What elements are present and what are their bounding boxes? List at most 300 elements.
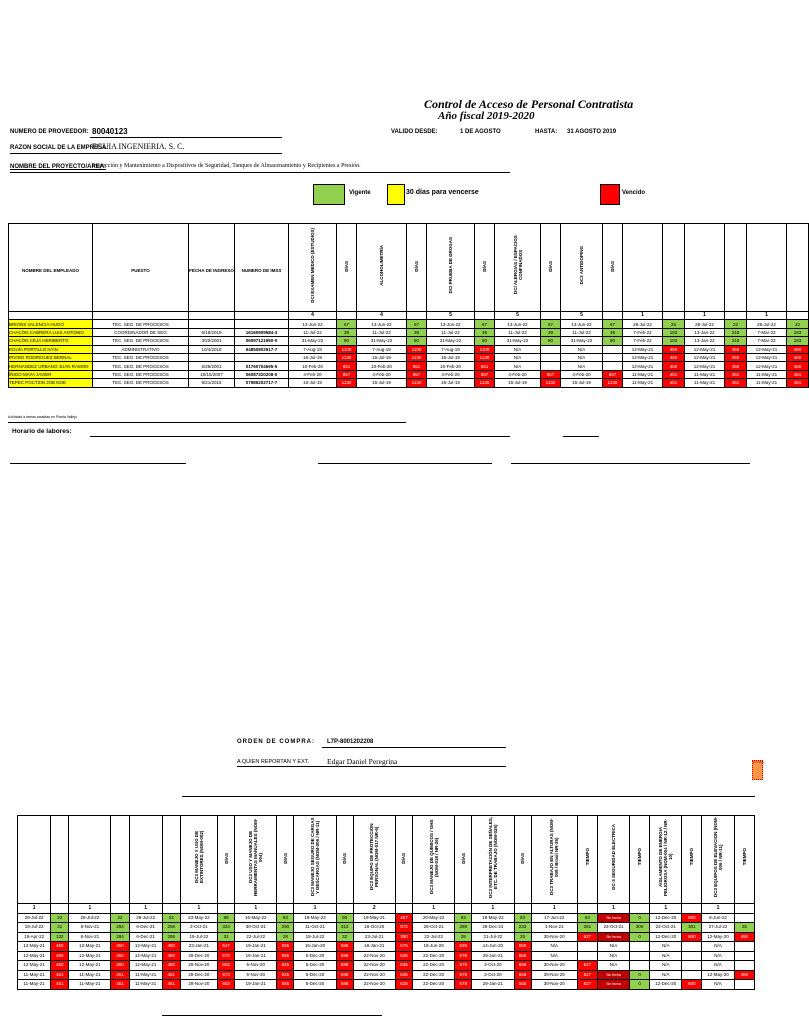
table-cell: 550: [514, 942, 531, 952]
table-cell: 11-May-21: [685, 370, 725, 378]
table-cell: [734, 913, 754, 923]
header-label: TIEMPO: [584, 848, 590, 866]
table-cell: 11-May-21: [747, 370, 787, 378]
table-cell: 451: [111, 970, 129, 980]
count-cell: [577, 904, 597, 914]
table-cell: 450: [111, 942, 129, 952]
table-cell: 450: [162, 951, 180, 961]
table-cell: 28-Nov-20: [180, 961, 217, 971]
table-cell: TEC. SEG. DE PROCESOS: [93, 353, 189, 361]
table-row: [9, 345, 809, 353]
table-cell: 28-Jul-22: [129, 913, 162, 923]
table-cell: 39: [337, 328, 357, 336]
table-cell: 450: [734, 970, 754, 980]
count-cell: [407, 312, 427, 320]
table-cell: 1-Nov-21: [531, 923, 577, 933]
table-cell: 19-Jan-21: [235, 980, 277, 990]
table-cell: 451: [51, 980, 69, 990]
table-cell: 576: [395, 942, 412, 952]
table-cell: [734, 961, 754, 971]
header-label: DÍAS: [482, 260, 487, 272]
table-cell: 12-May-20: [702, 932, 734, 942]
personnel-table-2: [17, 815, 755, 990]
header-label: DÍAS: [520, 852, 526, 864]
header-label: ENERGIAS: [764, 253, 769, 277]
valid-from-value: 1 DE AGOSTO: [460, 129, 501, 135]
corner-stamp-text: GLOBAL: [753, 760, 766, 764]
table-cell: 13-Jun-22: [289, 320, 337, 328]
table-cell: 1130: [407, 379, 427, 387]
header-label: DC3 INTERPRETACIÓN DE SEÑALES, ETC. DE TRABAJO (NOM-026): [487, 816, 498, 898]
table-cell: 7-Mar-22: [747, 337, 787, 345]
table-cell: 22-Nov-20: [353, 970, 395, 980]
table-cell: 93: [514, 913, 531, 923]
table-cell: 1100: [337, 345, 357, 353]
header-dias-5: [337, 224, 357, 312]
count-cell: 1: [597, 904, 629, 914]
header-dc3-manejo-y-uso-de-extintores-nom-002-6: [180, 816, 217, 904]
table-cell: N/A: [531, 951, 577, 961]
table-cell: 31-May-22: [561, 337, 603, 345]
table-cell: 12-May-21: [685, 345, 725, 353]
table-cell: [682, 970, 702, 980]
header-dias-11: [541, 224, 561, 312]
table-cell: 18-Jun-20: [413, 942, 455, 952]
table-cell: [682, 961, 702, 971]
table-cell: 0: [630, 913, 650, 923]
header-label: DÍAS: [223, 852, 229, 864]
table-cell: 4-Feb-20: [495, 370, 541, 378]
table-cell: 11-May-21: [685, 379, 725, 387]
header-dias-11: [336, 816, 353, 904]
header-numero-de-imss-3: [235, 224, 289, 312]
table-cell: [577, 951, 597, 961]
header-label: DÍAS: [610, 260, 615, 272]
table-cell: 1100: [407, 345, 427, 353]
table-cell: 16-Jul-19: [495, 379, 541, 387]
count-cell: [663, 312, 685, 320]
table-cell: 29-Jan-21: [472, 980, 514, 990]
table-cell: 16-May-22: [235, 913, 277, 923]
table-cell: BRIONS VALENCIA HUGO: [9, 320, 93, 328]
header-label: DCI PRUEBA DE DROGAS: [448, 236, 453, 294]
table-cell: 22-Jul-22: [413, 932, 455, 942]
activity-note: Actividad a tareas amaldas en Planta Vallejo: [8, 415, 78, 419]
header-dias-9: [475, 224, 495, 312]
header-dc-3-seguridad-electrica-20: [597, 816, 629, 904]
table-cell: 88: [218, 913, 235, 923]
table-cell: N/A: [495, 345, 541, 353]
table-cell: 324: [218, 923, 235, 933]
header-label: DC3 EQUIPO DE PROTECCIÓN PERSONAL (NOM-017 NR-6): [369, 823, 380, 891]
table-cell: 451: [663, 370, 685, 378]
table-cell: 1130: [407, 353, 427, 361]
table-cell: 600: [682, 932, 702, 942]
table-cell: 457: [395, 913, 412, 923]
table-cell: 627: [577, 961, 597, 971]
header-normas-generales-16: [685, 224, 725, 312]
count-cell: [475, 312, 495, 320]
table-row: [9, 337, 809, 345]
table-cell: 625: [277, 970, 294, 980]
table-cell: 12-May-21: [623, 362, 663, 370]
table-cell: EGUÍA PORTILLO IVÁN: [9, 345, 93, 353]
table-cell: [541, 353, 561, 361]
table-cell: 16-Oct-20: [353, 923, 395, 933]
count-cell: 4: [357, 312, 407, 320]
provider-label: NUMERO DE PROVEEDOR:: [10, 129, 89, 135]
count-cell: [111, 904, 129, 914]
count-cell: 1: [747, 312, 787, 320]
count-cell: 1: [472, 904, 514, 914]
header-label: DÍAS: [414, 260, 419, 272]
header-dias-9: [277, 816, 294, 904]
table-cell: 3-Oct-20: [472, 961, 514, 971]
table-cell: 31-May-22: [357, 337, 407, 345]
header-label: DÍAS: [548, 260, 553, 272]
table-cell: 11-Oct-21: [294, 923, 336, 933]
table-cell: 12-May-21: [129, 951, 162, 961]
table-cell: 67: [603, 320, 623, 328]
header-dias-17: [514, 816, 531, 904]
page-title: Control de Acceso de Personal Contratista: [424, 97, 634, 111]
header-dias-7: [407, 224, 427, 312]
table-cell: 218: [725, 328, 747, 336]
table-cell: 183: [663, 337, 685, 345]
table-cell: 857: [541, 370, 561, 378]
valid-to-label: HASTA:: [535, 129, 558, 135]
table-cell: [189, 353, 235, 361]
table-cell: 602: [218, 961, 235, 971]
table-cell: N/A: [650, 951, 682, 961]
table-cell: 555: [277, 951, 294, 961]
count-row: [18, 904, 755, 914]
table-cell: 451: [51, 970, 69, 980]
table-cell: 11-May-21: [18, 980, 51, 990]
count-cell: 1: [413, 904, 455, 914]
table-cell: 11-Jul-22: [427, 328, 475, 336]
table-cell: 1130: [337, 379, 357, 387]
table-cell: N/A: [495, 362, 541, 370]
table-cell: 22: [162, 913, 180, 923]
table-cell: 1130: [475, 353, 495, 361]
table-cell: 7-Mar-22: [747, 328, 787, 336]
table-cell: 857: [337, 370, 357, 378]
header-label: DC3 MANEJO SEGURO DE CARGAS Y DESCARGAS (NOM-006 / NR-11): [310, 817, 321, 897]
table-cell: N/A: [650, 942, 682, 952]
table-row: [9, 320, 809, 328]
count-cell: [93, 312, 189, 320]
table-cell: N/A: [650, 970, 682, 980]
table-cell: 6/18/2019: [189, 328, 235, 336]
project-value: Inspección y Mantenimiento a Dispositivos de Seguridad, Tanques de Almacenamiento y Recipientes a Presión.: [92, 163, 361, 169]
header-tiempo-21: [630, 816, 650, 904]
header-label: TIEMPO: [733, 256, 738, 274]
table-cell: TEC. SEG. DE PROCESOS: [93, 370, 189, 378]
table-cell: 30-Nov-20: [531, 980, 577, 990]
header-label: DCI ALERGIAS / ESPACIOS CONFINADOS: [512, 235, 523, 295]
table-cell: 18-Jan-21: [353, 942, 395, 952]
table-cell: 19-Apr-22: [18, 932, 51, 942]
header-label: TIEMPO: [57, 848, 63, 866]
count-cell: [337, 312, 357, 320]
table-cell: 183: [787, 328, 809, 336]
table-cell: 8-Nov-21: [69, 932, 111, 942]
table-cell: HERNANDEZ URBANO JUAN RAMON: [9, 362, 93, 370]
table-cell: 451: [111, 980, 129, 990]
table-cell: 578: [455, 970, 472, 980]
header-tiempo-23: [682, 816, 702, 904]
table-cell: 11-Jul-22: [357, 328, 407, 336]
table-cell: IRVING RODRIGUEZ BERNAL: [9, 353, 93, 361]
table-cell: 450: [51, 951, 69, 961]
table-cell: 7-Feb-22: [623, 337, 663, 345]
table-cell: 558: [336, 942, 353, 952]
table-cell: [734, 980, 754, 990]
table-row: [18, 942, 755, 952]
count-cell: [541, 312, 561, 320]
table-cell: CHACÓN CABRERA LUIS ANTONIO: [9, 328, 93, 336]
table-cell: 19-Jul-22: [180, 932, 217, 942]
table-cell: 12-May-21: [18, 951, 51, 961]
table-cell: 6-Nov-20: [235, 970, 277, 980]
table-cell: 13-Jun-22: [561, 320, 603, 328]
table-cell: 3-Oct-20: [472, 970, 514, 980]
table-row: [9, 328, 809, 336]
table-cell: 11-May-21: [129, 980, 162, 990]
table-cell: 450: [725, 353, 747, 361]
table-cell: 28: [455, 932, 472, 942]
table-cell: 22-Jul-22: [235, 932, 277, 942]
table-cell: 450: [51, 942, 69, 952]
valid-to-value: 31 AGOSTO 2019: [567, 129, 617, 135]
table-cell: 22-Nov-20: [353, 980, 395, 990]
purchase-order-label: ORDEN DE COMPRA:: [237, 739, 316, 745]
table-cell: 578: [455, 961, 472, 971]
personnel-table-1: [8, 223, 809, 388]
table-cell: 284: [111, 923, 129, 933]
table-cell: 313: [336, 923, 353, 933]
count-cell: [682, 904, 702, 914]
table-cell: [734, 951, 754, 961]
table-cell: N/A: [702, 980, 734, 990]
table-cell: 80: [475, 337, 495, 345]
table-cell: 7-Aug-19: [357, 345, 407, 353]
table-cell: [682, 951, 702, 961]
table-cell: 28: [277, 932, 294, 942]
table-cell: 01760704695-5: [235, 362, 289, 370]
count-cell: [455, 904, 472, 914]
company-value: EGUIA INGENIERIA. S. C.: [92, 142, 185, 151]
header-label: DC3 ANTIDOPING: [579, 245, 584, 285]
table-cell: 451: [162, 980, 180, 990]
table-cell: 3/20/2001: [189, 337, 235, 345]
table-row: [18, 951, 755, 961]
table-cell: 31: [218, 932, 235, 942]
table-cell: TEC. SEG. DE PROCESOS: [93, 320, 189, 328]
table-cell: [734, 942, 754, 952]
table-cell: 20-May-22: [413, 913, 455, 923]
table-cell: 555: [277, 942, 294, 952]
table-cell: 290: [277, 923, 294, 933]
count-cell: 4: [289, 312, 337, 320]
table-cell: 29: [514, 932, 531, 942]
table-cell: 22-Nov-20: [353, 951, 395, 961]
header-label: DÍAS: [342, 852, 348, 864]
header-alcoholimetria-6: [357, 224, 407, 312]
table-cell: 451: [787, 370, 809, 378]
table-cell: Sin fecha: [597, 913, 629, 923]
table-cell: TEC. SEG. DE PROCESOS: [93, 379, 189, 387]
table-row: [18, 923, 755, 933]
table-cell: 22-Dec-20: [413, 970, 455, 980]
table-cell: 80: [407, 337, 427, 345]
page-subtitle: Año fiscal 2019-2020: [438, 110, 535, 122]
count-cell: 1: [18, 904, 51, 914]
table-cell: 11-May-21: [69, 980, 111, 990]
table-cell: 12-May-21: [129, 942, 162, 952]
header-label: DÍAS: [460, 852, 466, 864]
table-cell: 555: [277, 980, 294, 990]
table-cell: 28-Dec-20: [180, 951, 217, 961]
header-tiempo-17: [725, 224, 747, 312]
table-cell: [603, 345, 623, 353]
table-cell: 9/21/2015: [189, 379, 235, 387]
table-cell: COORDINADOR DE SEG: [93, 328, 189, 336]
count-cell: 1: [294, 904, 336, 914]
header-dci-alergias-espacios-confinados-10: [495, 224, 541, 312]
table-cell: 16-Jul-19: [357, 353, 407, 361]
table-cell: 6-Dec-21: [129, 932, 162, 942]
table-cell: 7-Aug-19: [289, 345, 337, 353]
table-cell: 450: [663, 362, 685, 370]
table-cell: 63: [577, 913, 597, 923]
count-cell: 1: [180, 904, 217, 914]
header-label: DC3 MANEJO Y USO DE EXTINTORES (NOM-002): [193, 830, 204, 884]
table-cell: 5-Dec-20: [294, 970, 336, 980]
table-cell: 6-Dec-21: [129, 923, 162, 933]
table-cell: 598: [336, 980, 353, 990]
table-cell: 11-May-21: [69, 970, 111, 980]
table-cell: [630, 961, 650, 971]
table-cell: 7-Aug-19: [427, 345, 475, 353]
table-cell: 28-Nov-20: [180, 980, 217, 990]
legend-due-label: 30 días para vencerse: [406, 189, 479, 196]
table-cell: 23-Jul-21: [353, 932, 395, 942]
table-cell: 450: [725, 345, 747, 353]
header-puesto-1: [93, 224, 189, 312]
table-cell: 4-Feb-20: [561, 370, 603, 378]
table-cell: 13-Jun-22: [357, 320, 407, 328]
header-label: PUESTO: [131, 267, 150, 273]
table-cell: 12-May-21: [69, 942, 111, 952]
table-cell: 12-May-20: [702, 970, 734, 980]
table-cell: 31-May-22: [289, 337, 337, 345]
purchase-order-value: L7P-8001202208: [327, 739, 374, 745]
table-cell: 23-Oct-21: [597, 923, 629, 933]
table-cell: N/A: [702, 942, 734, 952]
table-cell: 10-Feb-20: [289, 362, 337, 370]
table-cell: 10/15/2007: [189, 370, 235, 378]
table-cell: [630, 951, 650, 961]
table-cell: 39: [541, 328, 561, 336]
table-cell: 451: [787, 379, 809, 387]
table-cell: 80: [541, 337, 561, 345]
table-row: [18, 932, 755, 942]
table-cell: 0: [630, 980, 650, 990]
table-cell: 298: [455, 923, 472, 933]
count-cell: 1: [623, 312, 663, 320]
legend-valid-swatch: [313, 184, 345, 205]
table-cell: 12-Dec-20: [650, 932, 682, 942]
table-cell: 23-Jan-21: [180, 942, 217, 952]
table-cell: 22-Dec-20: [413, 951, 455, 961]
table-cell: 218: [725, 337, 747, 345]
table-cell: 27-Jul-22: [702, 923, 734, 933]
header-tiempo-5: [162, 816, 180, 904]
table-cell: 67: [475, 320, 495, 328]
count-cell: [9, 312, 93, 320]
table-row: [18, 913, 755, 923]
table-cell: 600: [682, 980, 702, 990]
table-cell: 93: [277, 913, 294, 923]
table-cell: 29-Jan-21: [472, 951, 514, 961]
count-cell: 5: [427, 312, 475, 320]
count-cell: [235, 312, 289, 320]
count-cell: [189, 312, 235, 320]
table-cell: 635: [395, 980, 412, 990]
table-cell: 22: [725, 320, 747, 328]
table-cell: ÍÑIGO MAYA JAVIER: [9, 370, 93, 378]
table-cell: [577, 942, 597, 952]
header-dc3-manejo-de-quimicos-ghs-nom-018-nr-26-14: [413, 816, 455, 904]
table-cell: 450: [111, 951, 129, 961]
header-tiempo-3: [111, 816, 129, 904]
count-cell: [630, 904, 650, 914]
table-cell: 39: [475, 328, 495, 336]
table-cell: 19-Jan-21: [235, 951, 277, 961]
table-cell: 627: [577, 932, 597, 942]
table-cell: 16-Jul-19: [561, 379, 603, 387]
table-cell: 658: [514, 970, 531, 980]
header-dias-7: [218, 816, 235, 904]
table-cell: 11-May-21: [18, 970, 51, 980]
table-cell: 12-May-21: [623, 353, 663, 361]
table-cell: 11-Jul-22: [561, 328, 603, 336]
table-cell: CHACÓN CEJA HERIBERTO: [9, 337, 93, 345]
table-cell: 450: [787, 345, 809, 353]
count-cell: 5: [561, 312, 603, 320]
table-cell: 28-Dec-21: [472, 923, 514, 933]
count-cell: 2: [353, 904, 395, 914]
table-cell: 11-May-21: [623, 379, 663, 387]
reports-to-value: Edgar Daniel Peregrina: [327, 757, 398, 766]
table-cell: 598: [336, 951, 353, 961]
table-cell: 25: [734, 923, 754, 933]
table-cell: 31-May-22: [495, 337, 541, 345]
table-cell: N/A: [702, 961, 734, 971]
table-cell: 572: [218, 951, 235, 961]
table-cell: 12-May-21: [18, 961, 51, 971]
table-cell: 1130: [337, 353, 357, 361]
table-cell: 12-May-21: [685, 353, 725, 361]
table-cell: 28-Dec-20: [180, 970, 217, 980]
table-row: [18, 970, 755, 980]
legend-expired-label: Vencido: [622, 190, 646, 196]
project-label: NOMBRE DEL PROYECTO/AREA:: [10, 164, 107, 170]
table-cell: 18-Jul-22: [294, 932, 336, 942]
table-cell: 635: [395, 970, 412, 980]
